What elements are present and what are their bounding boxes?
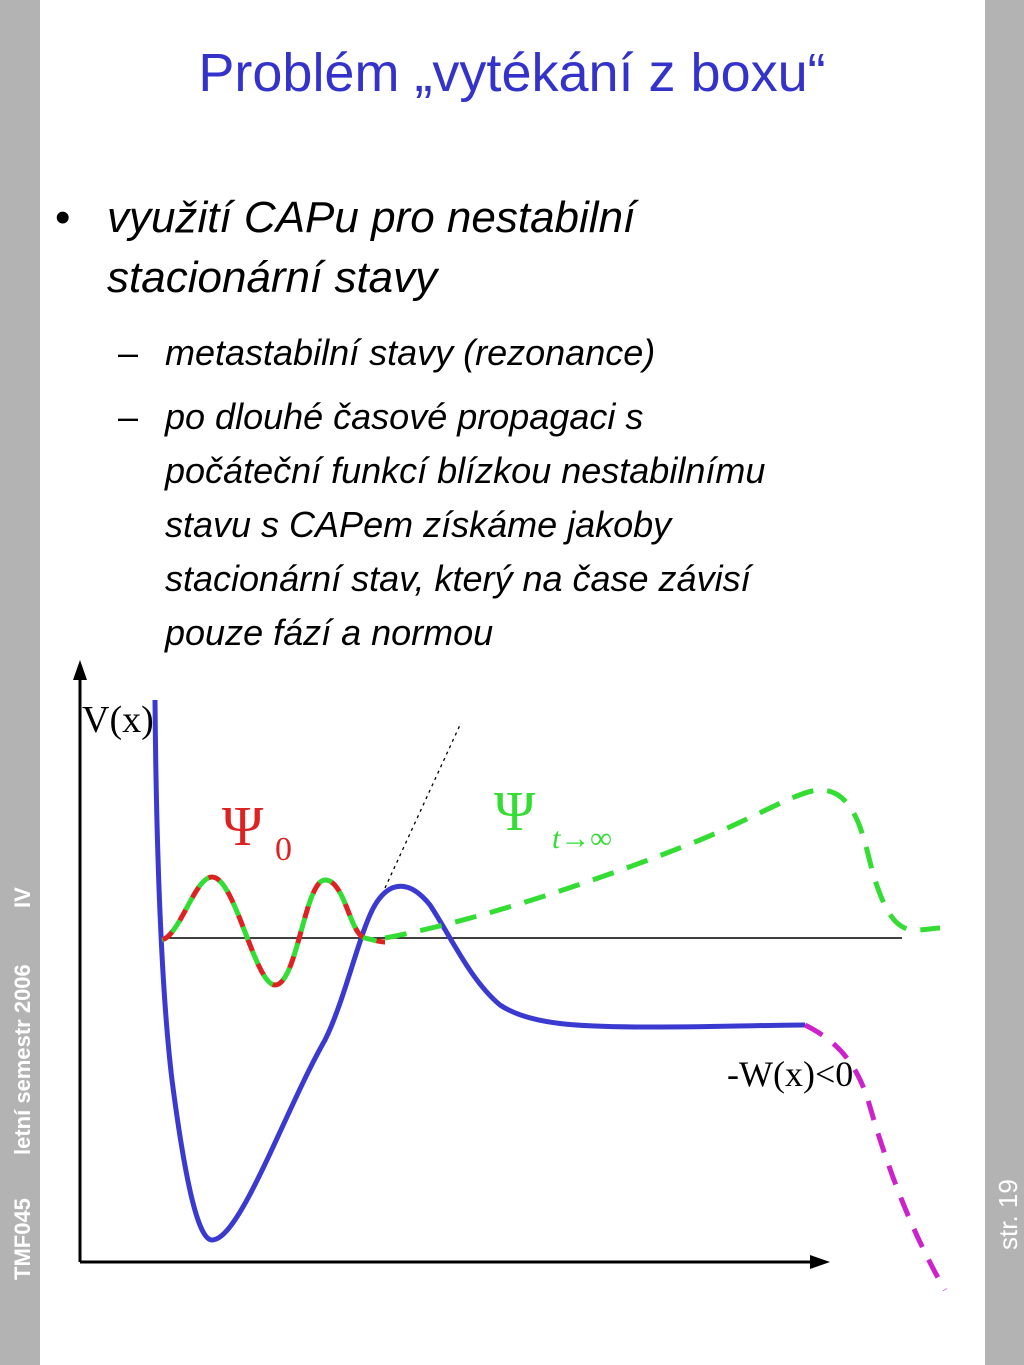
v-label: V(x) bbox=[82, 699, 154, 741]
bullet-marker: • bbox=[55, 193, 71, 242]
subitem-2-line-2: počáteční funkcí blízkou nestabilnímu bbox=[165, 450, 766, 491]
x-axis-arrow bbox=[810, 1255, 830, 1269]
subitem-1-line-1: metastabilní stavy (rezonance) bbox=[165, 332, 656, 373]
subitem-1-marker: – bbox=[118, 332, 139, 373]
potential-curve bbox=[155, 700, 805, 1240]
slide-title: Problém „vytékání z boxu“ bbox=[198, 43, 826, 103]
cap-label: -W(x)<0 bbox=[727, 1054, 854, 1094]
bullet-line-2: stacionární stavy bbox=[107, 253, 438, 302]
y-axis-arrow bbox=[73, 660, 87, 680]
psi-inf-subscript: t→∞ bbox=[552, 822, 612, 855]
sidebar-part: IV bbox=[10, 887, 35, 908]
subitem-2-line-5: pouze fází a normou bbox=[165, 612, 494, 653]
psi0-subscript: 0 bbox=[275, 831, 292, 868]
subitem-2-marker: – bbox=[118, 396, 139, 437]
subitem-2-line-1: po dlouhé časové propagaci s bbox=[165, 396, 644, 437]
page-number: str. 19 bbox=[993, 1179, 1023, 1250]
psi0-symbol: Ψ bbox=[222, 796, 264, 858]
psi-inf-symbol: Ψ bbox=[494, 781, 536, 843]
sidebar-semester: letní semestr 2006 bbox=[10, 964, 35, 1155]
sidebar-course: TMF045 bbox=[10, 1198, 35, 1280]
subitem-2-line-4: stacionární stav, který na čase závisí bbox=[165, 558, 751, 599]
subitem-2-line-3: stavu s CAPem získáme jakoby bbox=[165, 504, 672, 545]
tangent-dotted-line bbox=[385, 725, 460, 888]
psi-inf-curve bbox=[385, 790, 940, 938]
bullet-line-1: využití CAPu pro nestabilní bbox=[107, 193, 636, 242]
